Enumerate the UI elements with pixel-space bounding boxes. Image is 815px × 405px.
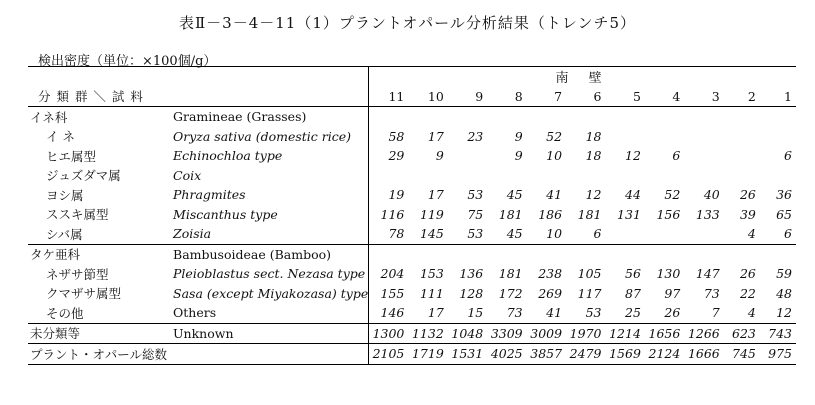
header-columns-row xyxy=(28,86,796,107)
column-header: 4 xyxy=(645,86,684,107)
value-cell: 1569 xyxy=(605,344,644,365)
value-cell: 3309 xyxy=(487,323,526,344)
plant-opal-table xyxy=(28,66,796,365)
value-cell: 6 xyxy=(672,148,681,164)
value-cell: 97 xyxy=(664,285,681,301)
value-cell: 131 xyxy=(617,206,641,222)
value-cell xyxy=(684,127,723,147)
row-label: ネザサ節型 xyxy=(46,266,109,282)
value-cell: 18 xyxy=(585,148,602,164)
value-cell: 7 xyxy=(711,305,720,321)
table-row xyxy=(28,205,796,225)
value-cell xyxy=(724,107,760,127)
value-cell: 130 xyxy=(656,266,681,282)
value-cell: 186 xyxy=(538,206,563,222)
column-header: 9 xyxy=(448,86,487,107)
value-cell: 17 xyxy=(427,187,444,203)
row-scientific-name: Unknown xyxy=(167,323,369,344)
row-label: イ ネ xyxy=(46,129,75,145)
column-header: 10 xyxy=(408,86,447,107)
value-cell: 2479 xyxy=(566,344,605,365)
value-cell: 1666 xyxy=(684,344,723,365)
value-cell: 204 xyxy=(369,264,409,284)
value-cell: 65 xyxy=(776,206,792,222)
header-wall-row xyxy=(28,67,796,87)
table-row xyxy=(28,224,796,244)
value-cell: 136 xyxy=(459,266,484,282)
value-cell: 17 xyxy=(427,305,444,321)
value-cell xyxy=(760,244,796,264)
value-cell: 147 xyxy=(695,266,720,282)
value-cell: 128 xyxy=(459,285,484,301)
value-cell xyxy=(684,244,723,264)
value-cell: 745 xyxy=(724,344,760,365)
row-scientific-name: Zoisia xyxy=(173,226,212,242)
column-header: 1 xyxy=(760,86,796,107)
value-cell: 156 xyxy=(656,206,681,222)
value-cell xyxy=(408,166,447,186)
value-cell: 2105 xyxy=(369,344,409,365)
value-cell: 22 xyxy=(739,285,756,301)
row-scientific-name: Gramineae (Grasses) xyxy=(173,109,307,125)
table-row xyxy=(28,107,796,127)
value-cell xyxy=(487,107,526,127)
value-cell: 155 xyxy=(369,284,409,304)
value-cell xyxy=(605,107,644,127)
value-cell: 75 xyxy=(467,206,484,222)
row-label: ジュズダマ属 xyxy=(46,168,121,184)
value-cell: 269 xyxy=(538,285,563,301)
value-cell: 1970 xyxy=(566,323,605,344)
value-cell xyxy=(605,224,644,244)
row-scientific-name: Others xyxy=(173,305,217,321)
row-label: ヒエ属型 xyxy=(46,148,97,164)
value-cell: 73 xyxy=(506,305,523,321)
value-cell: 3009 xyxy=(527,323,566,344)
value-cell: 1656 xyxy=(645,323,684,344)
wall-label: 南 壁 xyxy=(369,67,796,87)
value-cell xyxy=(684,107,723,127)
value-cell: 9 xyxy=(435,148,444,164)
value-cell: 53 xyxy=(467,187,484,203)
value-cell: 3857 xyxy=(527,344,566,365)
row-scientific-name: Oryza sativa (domestic rice) xyxy=(173,128,352,144)
row-label: その他 xyxy=(46,305,84,321)
value-cell: 1300 xyxy=(369,323,409,344)
table-row xyxy=(28,244,796,264)
value-cell: 4 xyxy=(747,226,756,242)
value-cell: 111 xyxy=(419,285,444,301)
value-cell: 36 xyxy=(776,187,792,203)
value-cell xyxy=(645,244,684,264)
value-cell xyxy=(760,107,796,127)
value-cell xyxy=(369,166,409,186)
value-cell: 146 xyxy=(369,303,409,323)
value-cell xyxy=(724,146,760,166)
value-cell xyxy=(527,166,566,186)
value-cell: 172 xyxy=(498,285,523,301)
value-cell: 1531 xyxy=(448,344,487,365)
value-cell: 73 xyxy=(703,285,720,301)
value-cell xyxy=(605,166,644,186)
value-cell: 116 xyxy=(369,205,409,225)
value-cell: 12 xyxy=(585,187,602,203)
table-row xyxy=(28,185,796,205)
row-label: ススキ属型 xyxy=(46,207,109,223)
value-cell xyxy=(684,224,723,244)
value-cell: 26 xyxy=(739,187,756,203)
value-cell: 181 xyxy=(577,206,602,222)
value-cell xyxy=(760,166,796,186)
value-cell xyxy=(369,107,409,127)
value-cell: 45 xyxy=(506,226,523,242)
value-cell: 623 xyxy=(724,323,760,344)
value-cell: 181 xyxy=(498,206,523,222)
column-header: 2 xyxy=(724,86,760,107)
value-cell xyxy=(645,127,684,147)
value-cell xyxy=(448,244,487,264)
value-cell xyxy=(684,166,723,186)
value-cell: 40 xyxy=(703,187,720,203)
row-label: タケ亜科 xyxy=(28,244,167,264)
value-cell xyxy=(724,166,760,186)
value-cell: 41 xyxy=(546,187,563,203)
value-cell xyxy=(724,127,760,147)
value-cell: 29 xyxy=(369,146,409,166)
value-cell: 18 xyxy=(585,128,602,144)
value-cell: 1719 xyxy=(408,344,447,365)
value-cell xyxy=(566,166,605,186)
value-cell: 78 xyxy=(369,224,409,244)
value-cell: 9 xyxy=(514,128,523,144)
row-label: 未分類等 xyxy=(28,323,167,344)
value-cell: 53 xyxy=(467,226,484,242)
value-cell: 10 xyxy=(546,226,563,242)
value-cell: 133 xyxy=(695,206,720,222)
value-cell: 145 xyxy=(419,226,444,242)
table-row xyxy=(28,344,796,365)
value-cell: 44 xyxy=(625,187,641,203)
column-header: 8 xyxy=(487,86,526,107)
value-cell: 12 xyxy=(776,305,792,321)
row-label: ヨシ属 xyxy=(46,187,84,203)
value-cell: 10 xyxy=(546,148,563,164)
value-cell: 58 xyxy=(369,127,409,147)
value-cell: 4 xyxy=(747,305,756,321)
table-row xyxy=(28,146,796,166)
value-cell xyxy=(487,166,526,186)
value-cell xyxy=(487,244,526,264)
column-header: 11 xyxy=(369,86,409,107)
value-cell: 117 xyxy=(577,285,602,301)
value-cell xyxy=(645,166,684,186)
value-cell: 238 xyxy=(538,266,563,282)
value-cell: 1266 xyxy=(684,323,723,344)
value-cell: 25 xyxy=(625,305,641,321)
value-cell xyxy=(448,107,487,127)
value-cell: 56 xyxy=(625,266,641,282)
value-cell: 39 xyxy=(739,206,756,222)
value-cell: 1132 xyxy=(408,323,447,344)
value-cell xyxy=(724,244,760,264)
value-cell: 119 xyxy=(419,206,444,222)
value-cell xyxy=(760,127,796,147)
value-cell: 6 xyxy=(784,148,792,164)
value-cell: 17 xyxy=(427,128,444,144)
value-cell xyxy=(408,107,447,127)
value-cell xyxy=(684,146,723,166)
column-header: 7 xyxy=(527,86,566,107)
table-row xyxy=(28,264,796,284)
value-cell: 2124 xyxy=(645,344,684,365)
value-cell: 1048 xyxy=(448,323,487,344)
value-cell xyxy=(527,244,566,264)
column-header: 5 xyxy=(605,86,644,107)
row-label: クマザサ属型 xyxy=(46,286,122,302)
value-cell xyxy=(566,107,605,127)
value-cell: 105 xyxy=(577,266,602,282)
table-row xyxy=(28,303,796,323)
value-cell: 153 xyxy=(419,266,444,282)
value-cell: 181 xyxy=(498,266,523,282)
value-cell: 975 xyxy=(760,344,796,365)
value-cell xyxy=(605,127,644,147)
value-cell: 53 xyxy=(585,305,602,321)
row-label: イネ科 xyxy=(30,109,68,125)
header-left-label: 分 類 群 ＼ 試 料 xyxy=(28,86,369,107)
value-cell: 26 xyxy=(739,266,756,282)
column-header: 3 xyxy=(684,86,723,107)
row-label: シバ属 xyxy=(46,226,83,242)
value-cell: 23 xyxy=(467,128,484,144)
value-cell xyxy=(408,244,447,264)
value-cell xyxy=(527,107,566,127)
value-cell: 12 xyxy=(625,148,641,164)
unit-label: 検出密度（単位：×100個/g） xyxy=(38,54,217,69)
value-cell: 87 xyxy=(625,285,641,301)
value-cell: 9 xyxy=(514,148,523,164)
row-scientific-name: Coix xyxy=(173,167,202,183)
value-cell xyxy=(448,146,487,166)
table-row xyxy=(28,127,796,147)
value-cell: 15 xyxy=(467,305,484,321)
value-cell: 1214 xyxy=(605,323,644,344)
value-cell: 52 xyxy=(546,128,563,144)
value-cell: 6 xyxy=(593,226,602,242)
value-cell xyxy=(566,244,605,264)
row-label: プラント・オパール総数 xyxy=(28,344,167,365)
value-cell xyxy=(605,244,644,264)
value-cell: 52 xyxy=(664,187,681,203)
row-scientific-name: Bambusoideae (Bamboo) xyxy=(167,244,369,264)
value-cell: 26 xyxy=(664,305,681,321)
row-scientific-name: Echinochloa type xyxy=(173,148,283,164)
value-cell: 59 xyxy=(776,266,792,282)
column-header: 6 xyxy=(566,86,605,107)
row-scientific-name: Phragmites xyxy=(173,187,246,203)
row-scientific-name: Sasa (except Miyakozasa) type xyxy=(173,285,369,301)
value-cell: 743 xyxy=(760,323,796,344)
value-cell: 48 xyxy=(776,285,792,301)
value-cell xyxy=(369,244,409,264)
value-cell xyxy=(645,224,684,244)
value-cell: 19 xyxy=(369,185,409,205)
value-cell: 41 xyxy=(546,305,563,321)
row-scientific-name xyxy=(167,344,369,365)
table-row xyxy=(28,166,796,186)
value-cell xyxy=(645,107,684,127)
row-scientific-name: Miscanthus type xyxy=(173,206,278,222)
row-scientific-name: Pleioblastus sect. Nezasa type xyxy=(173,266,366,282)
value-cell: 6 xyxy=(784,226,792,242)
table-row xyxy=(28,284,796,304)
value-cell xyxy=(448,166,487,186)
value-cell: 45 xyxy=(506,187,523,203)
table-row xyxy=(28,323,796,344)
table-title: 表Ⅱ－3－4－11（1）プラントオパール分析結果（トレンチ5） xyxy=(178,14,637,32)
value-cell: 4025 xyxy=(487,344,526,365)
